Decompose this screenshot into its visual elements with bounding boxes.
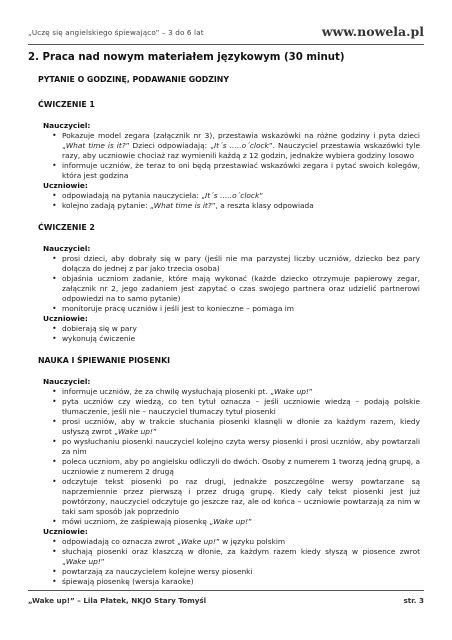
list-item: • Pokazuje model zegara (załącznik nr 3), przestawia wskazówki na różne godziny i pyta dzieci „What time is it?” Dzieci odpowiadają: „It´s …..o´clock”. Nauczyciel przestawia wskazówki tyle razy, aby uczniowie chociaż raz wymienili każdą z 12 godzin, jednakże wybiera godziny losowo [52, 131, 420, 161]
footer-divider [28, 590, 424, 591]
list-item: • po wysłuchaniu piosenki nauczyciel kolejno czyta wersy piosenki i prosi uczniów, aby powtarzali za nim [52, 437, 420, 457]
song-heading: NAUKA I ŚPIEWANIE PIOSENKI [38, 356, 171, 365]
exercise1-students-label: Uczniowie: [43, 181, 88, 190]
list-item: • odpowiadają co oznacza zwrot „Wake up!” w języku polskim [52, 537, 420, 547]
exercise2-students-list [52, 324, 420, 344]
section-title: 2. Praca nad nowym materiałem językowym (30 minut) [28, 52, 345, 63]
list-item: • odczytuje tekst piosenki po raz drugi, jednakże poszczególne wersy powtarzane są naprzemiennie przez pierwszą i przez drugą grupę. Kiedy cały tekst piosenki jest już powtórzony, nauczyciel odczytuje go jeszcze raz, ale od końca – uczniowie powtarzają za nim w taki sam sposób jak poprzednio [52, 477, 420, 517]
exercise1-teacher-list [52, 131, 420, 181]
song-teacher-label: Nauczyciel: [43, 377, 91, 386]
exercise1-heading: ĆWICZENIE 1 [38, 100, 95, 109]
lesson-content [38, 75, 420, 587]
list-item: • śpiewają piosenkę (wersja karaoke) [52, 577, 420, 587]
list-item: • prosi dzieci, aby dobrały się w pary (jeśli nie ma parzystej liczby uczniów, dziecko bez pary dołącza do jednej z par jako trzecia osoba) [52, 254, 420, 274]
exercise1-students-list [52, 191, 420, 211]
exercise2-students-label: Uczniowie: [43, 314, 88, 323]
exercise2-heading: ĆWICZENIE 2 [38, 223, 95, 232]
list-item: • dobierają się w pary [52, 324, 420, 334]
topic-heading: PYTANIE O GODZINĘ, PODAWANIE GODZINY [38, 75, 229, 84]
header-divider [28, 44, 424, 45]
song-teacher-list [52, 387, 420, 527]
list-item: • odpowiadają na pytania nauczyciela: „It´s …..o´clock” [52, 191, 420, 201]
list-item: • poleca uczniom, aby po angielsku odliczyli do dwóch. Osoby z numerem 1 tworzą jedną grupę, a uczniowie z numerem 2 drugą [52, 457, 420, 477]
exercise2-teacher-list [52, 254, 420, 314]
footer-credit: „Wake up!” – Lila Płatek, NKJO Stary Tomyśl [28, 596, 207, 605]
list-item: • pyta uczniów czy wiedzą, co ten tytuł oznacza – jeśli uczniowie wiedzą – podają polskie tłumaczenie, jeśli nie – nauczyciel tłumaczy tytuł piosenki [52, 397, 420, 417]
list-item: • informuje uczniów, że za chwilę wysłuchają piosenki pt. „Wake up!” [52, 387, 420, 397]
page-number: str. 3 [403, 596, 424, 605]
list-item: • objaśnia uczniom zadanie, które mają wykonać (każde dziecko otrzymuje papierowy zegar, załącznik nr 2, jego zadaniem jest zapytać o czas swojego partnera oraz udzielić partnerowi odpowiedzi na to samo pytanie) [52, 274, 420, 304]
song-students-list [52, 537, 420, 587]
list-item: • słuchają piosenki oraz klaszczą w dłonie, za każdym razem kiedy słyszą w piosence zwrot „Wake up!” [52, 547, 420, 567]
list-item: • wykonują ćwiczenie [52, 334, 420, 344]
header-website: www.nowela.pl [321, 24, 424, 39]
list-item: • mówi uczniom, że zaśpiewają piosenkę „Wake up!” [52, 517, 420, 527]
list-item: • monitoruje pracę uczniów i jeśli jest to konieczne – pomaga im [52, 304, 420, 314]
page-header [28, 24, 424, 42]
list-item: • powtarzają za nauczycielem kolejne wersy piosenki [52, 567, 420, 577]
header-series-title: „Uczę się angielskiego śpiewająco” – 3 do 6 lat [28, 28, 204, 37]
page-footer [28, 596, 424, 610]
exercise1-teacher-label: Nauczyciel: [43, 121, 91, 130]
exercise2-teacher-label: Nauczyciel: [43, 244, 91, 253]
song-students-label: Uczniowie: [43, 527, 88, 536]
list-item: • informuje uczniów, że teraz to oni będą przestawiać wskazówki zegara i pytać swoich kolegów, która jest godzina [52, 161, 420, 181]
list-item: • prosi uczniów, aby w trakcie słuchania piosenki klasnęli w dłonie za każdym razem, kiedy usłyszą zwrot „Wake up!” [52, 417, 420, 437]
list-item: • kolejno zadają pytanie: „What time is it?”, a reszta klasy odpowiada [52, 201, 420, 211]
